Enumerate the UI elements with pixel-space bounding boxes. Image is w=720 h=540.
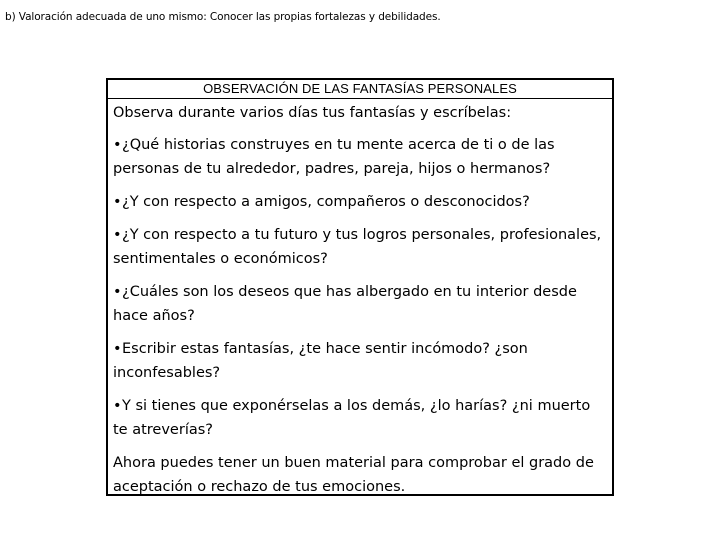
list-item-text: ¿Cuáles son los deseos que has albergado en tu interior desde hace años? (113, 284, 577, 324)
box-body (108, 99, 612, 499)
intro-text: Observa durante varios días tus fantasías y escríbelas: (113, 105, 512, 121)
list-item-text: Escribir estas fantasías, ¿te hace sentir incómodo? ¿son inconfesables? (113, 341, 528, 381)
bullet-icon: • (113, 341, 122, 357)
list-item (113, 337, 607, 385)
list-item-text: ¿Qué historias construyes en tu mente acerca de ti o de las personas de tu alrededor, padres, pareja, hijos o hermanos? (113, 137, 555, 177)
box-title: OBSERVACIÓN DE LAS FANTASÍAS PERSONALES (108, 80, 612, 99)
bullet-icon: • (113, 194, 122, 210)
list-item (113, 133, 607, 181)
closing-text: Ahora puedes tener un buen material para comprobar el grado de aceptación o rechazo de tus emociones. (113, 455, 594, 495)
list-item (113, 280, 607, 328)
list-item-text: ¿Y con respecto a amigos, compañeros o desconocidos? (122, 194, 530, 210)
list-item-text: Y si tienes que exponérselas a los demás, ¿lo harías? ¿ni muerto te atreverías? (113, 398, 591, 438)
bullet-icon: • (113, 284, 122, 300)
bullet-icon: • (113, 398, 122, 414)
list-item-text: ¿Y con respecto a tu futuro y tus logros personales, profesionales, sentimentales o económicos? (113, 227, 602, 267)
list-item (113, 190, 607, 214)
fantasies-observation-box (106, 78, 614, 496)
bullet-icon: • (113, 137, 122, 153)
section-heading: b) Valoración adecuada de uno mismo: Conocer las propias fortalezas y debilidades. (5, 11, 441, 23)
list-item (113, 394, 607, 442)
list-item (113, 223, 607, 271)
bullet-icon: • (113, 227, 122, 243)
